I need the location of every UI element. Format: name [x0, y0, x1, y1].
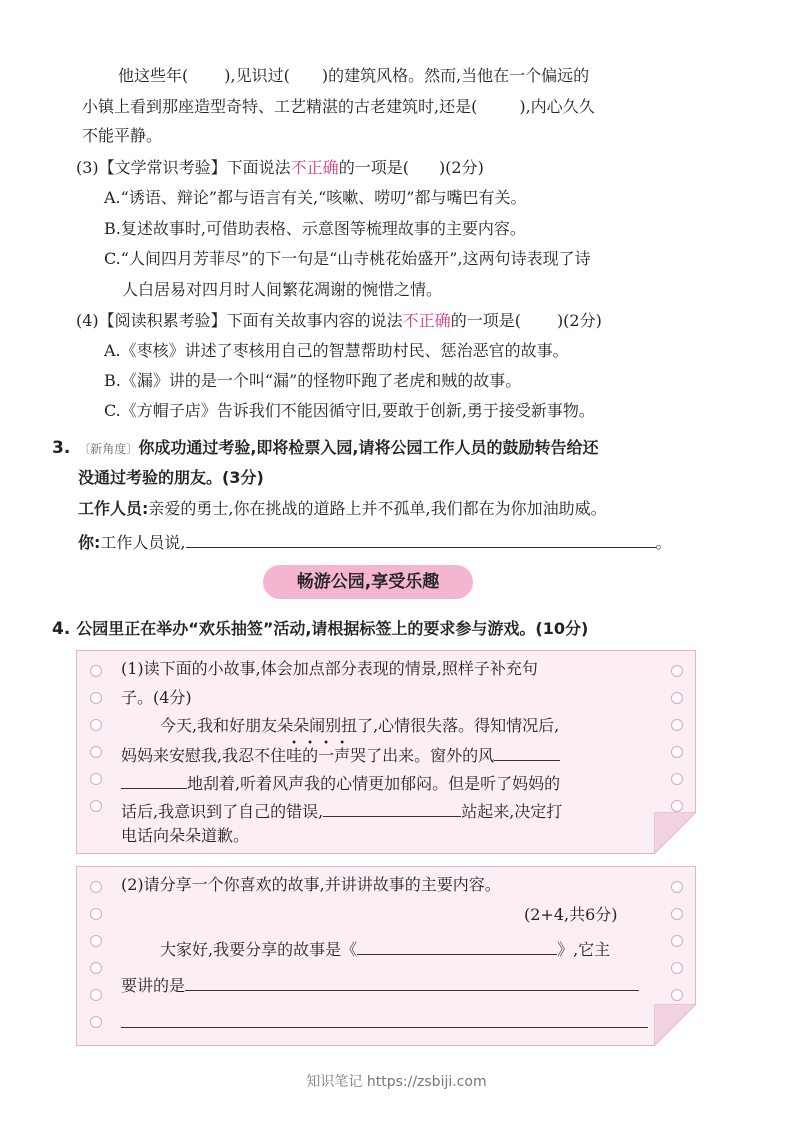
- answer-blank[interactable]: [477, 94, 519, 112]
- option-b: B.复述故事时,可借助表格、示意图等梳理故事的主要内容。: [104, 219, 526, 238]
- option-c-cont: 人白居易对四月时人间繁花凋谢的惋惜之情。: [122, 280, 443, 299]
- option-b: B.《漏》讲的是一个叫“漏”的怪物吓跑了老虎和贼的故事。: [104, 371, 522, 390]
- answer-line[interactable]: [323, 798, 461, 817]
- story-line-3: 地刮着,听着风声我的心情更加郁闷。但是听了妈妈的: [121, 770, 560, 796]
- answer-line[interactable]: [121, 1027, 648, 1028]
- punch-hole: [90, 746, 102, 758]
- dotted-char: 哇: [286, 746, 303, 765]
- punch-hole: [90, 665, 102, 677]
- answer-blank[interactable]: [188, 63, 224, 81]
- punch-hole: [90, 719, 102, 731]
- option-c: C.《方帽子店》告诉我们不能因循守旧,要敢于创新,勇于接受新事物。: [104, 401, 595, 420]
- question-number: 3.: [52, 438, 71, 458]
- punch-hole: [90, 962, 102, 974]
- folded-corner: [654, 812, 696, 854]
- punch-hole: [90, 692, 102, 704]
- card2-score: (2+4,共6分): [524, 905, 618, 924]
- punch-hole: [671, 989, 683, 1001]
- punch-hole: [671, 746, 683, 758]
- dotted-char: 声: [334, 746, 351, 765]
- card2-line-1: 大家好,我要分享的故事是《 》,它主: [160, 936, 610, 962]
- story-title-blank[interactable]: [357, 936, 557, 955]
- option-a: A.《枣核》讲述了枣核用自己的智慧帮助村民、惩治恶官的故事。: [104, 341, 569, 360]
- punch-hole: [671, 881, 683, 893]
- emphasis-text: 不正确: [290, 158, 339, 177]
- answer-line[interactable]: [121, 770, 187, 789]
- punch-hole: [90, 935, 102, 947]
- punch-hole: [90, 989, 102, 1001]
- option-c: C.“人间四月芳菲尽”的下一句是“山寺桃花始盛开”,这两句诗表现了诗: [104, 249, 591, 268]
- answer-blank[interactable]: [290, 63, 322, 81]
- folded-corner: [654, 1004, 696, 1046]
- card2-line-2: 要讲的是: [121, 972, 639, 998]
- question-3: 3. 〔新角度〕你成功通过考验,即将检票入园,请将公园工作人员的鼓励转告给还: [52, 438, 599, 458]
- punch-hole: [90, 773, 102, 785]
- punch-hole: [671, 719, 683, 731]
- punch-hole: [671, 692, 683, 704]
- question-3-3: (3)【文学常识考验】下面说法不正确的一项是( )(2分): [76, 155, 484, 180]
- punch-hole: [90, 908, 102, 920]
- story-line-1: 今天,我和好朋友朵朵闹别扭了,心情很失落。得知情况后,: [160, 716, 560, 735]
- section-banner: 畅游公园,享受乐趣: [263, 565, 473, 599]
- dotted-char: 一: [318, 746, 335, 765]
- punch-hole: [90, 800, 102, 812]
- para-line-3: 不能平静。: [82, 126, 163, 145]
- answer-blank[interactable]: [521, 308, 557, 326]
- punch-hole: [671, 800, 683, 812]
- card1-instruction: (1)读下面的小故事,体会加点部分表现的情景,照样子补充句: [121, 659, 538, 678]
- option-a: A.“诱语、辩论”都与语言有关,“咳嗽、唠叨”都与嘴巴有关。: [104, 188, 527, 207]
- question-3-cont: 没通过考验的朋友。(3分): [78, 468, 264, 487]
- dotted-char: 的: [302, 746, 319, 765]
- new-angle-tag: 〔新角度〕: [78, 442, 139, 456]
- answer-blank[interactable]: [409, 155, 439, 173]
- staff-line: 工作人员:亲爱的勇士,你在挑战的道路上并不孤单,我们都在为你加油助威。: [78, 499, 607, 518]
- story-line-4: 话后,我意识到了自己的错误, 站起来,决定打: [121, 798, 562, 824]
- answer-line[interactable]: [186, 529, 656, 548]
- punch-hole: [671, 773, 683, 785]
- answer-line[interactable]: [185, 972, 639, 991]
- card2-instruction: (2)请分享一个你喜欢的故事,并讲讲故事的主要内容。: [121, 875, 501, 894]
- you-line: 你:工作人员说, 。: [78, 529, 672, 555]
- question-4: 4. 公园里正在举办“欢乐抽签”活动,请根据标签上的要求参与游戏。(10分): [52, 619, 589, 639]
- punch-hole: [671, 962, 683, 974]
- punch-hole: [90, 1016, 102, 1028]
- answer-line[interactable]: [494, 742, 560, 761]
- punch-hole: [90, 881, 102, 893]
- para-line-2: 小镇上看到那座造型奇特、工艺精湛的古老建筑时,还是( ),内心久久: [82, 94, 595, 119]
- story-line-2: 妈妈来安慰我,我忍不住哇的一声哭了出来。窗外的风: [121, 742, 560, 768]
- story-line-5: 电话向朵朵道歉。: [121, 826, 250, 845]
- punch-hole: [671, 908, 683, 920]
- para-line-1: 他这些年( ),见识过( )的建筑风格。然而,当他在一个偏远的: [118, 63, 589, 88]
- punch-hole: [671, 935, 683, 947]
- punch-hole: [671, 665, 683, 677]
- question-3-4: (4)【阅读积累考验】下面有关故事内容的说法不正确的一项是( )(2分): [76, 308, 602, 333]
- footer-watermark: 知识笔记 https://zsbiji.com: [306, 1074, 487, 1090]
- emphasis-text: 不正确: [402, 311, 451, 330]
- question-number: 4.: [52, 619, 71, 639]
- card1-instruction-cont: 子。(4分): [121, 688, 192, 707]
